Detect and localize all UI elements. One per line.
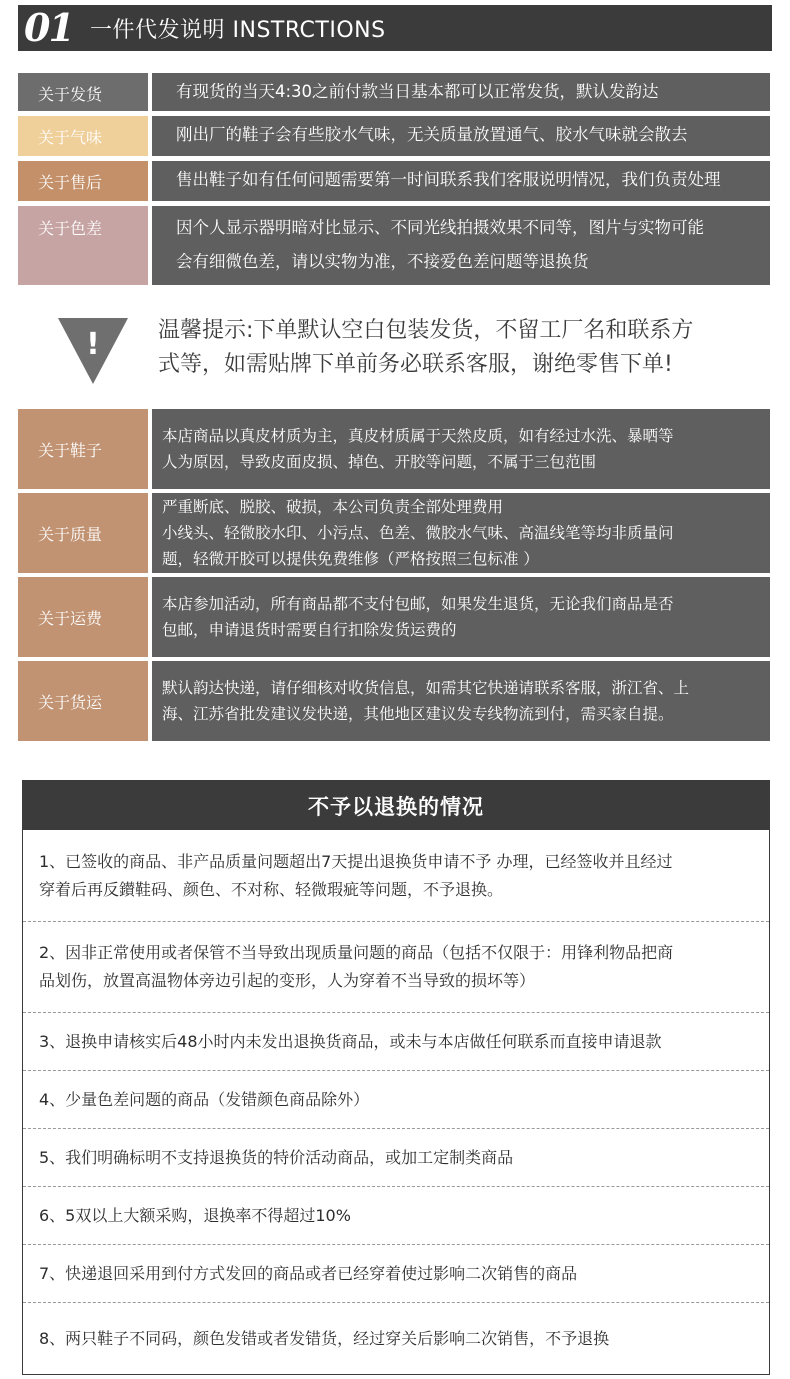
row-label: 关于发货 [18, 73, 148, 111]
returns-line: 6、5双以上大额采购，退换率不得超过10% [39, 1205, 351, 1225]
row-line: 默认韵达快递，请仔细核对收货信息，如需其它快递请联系客服，浙江省、上 [162, 679, 690, 697]
row-line: 刚出厂的鞋子会有些胶水气味，无关质量放置通气、胶水气味就会散去 [176, 125, 688, 144]
returns-line: 8、两只鞋子不同码，颜色发错或者发错货，经过穿关后影响二次销售，不予退换 [39, 1328, 610, 1348]
row-line: 严重断底、脱胶、破损，本公司负责全部处理费用 [162, 498, 504, 516]
returns-item [23, 1129, 769, 1187]
row-line: 人为原因，导致皮面皮损、掉色、开胶等问题，不属于三包范围 [162, 453, 597, 471]
info-row-smell [18, 116, 770, 156]
row-content [152, 493, 770, 573]
returns-item [23, 1303, 769, 1374]
row-label: 关于运费 [18, 577, 148, 657]
row-label: 关于货运 [18, 661, 148, 741]
notice-text [158, 314, 758, 382]
row-label: 关于售后 [18, 161, 148, 201]
notice-line: 温馨提示:下单默认空白包装发货，不留工厂名和联系方 [158, 318, 694, 343]
row-label: 关于鞋子 [18, 409, 148, 489]
returns-item [23, 1071, 769, 1129]
returns-item [23, 1187, 769, 1245]
row-line: 本店商品以真皮材质为主，真皮材质属于天然皮质，如有经过水洗、暴晒等 [162, 427, 674, 445]
row-label: 关于气味 [18, 116, 148, 156]
row-content [152, 73, 770, 111]
row-content [152, 409, 770, 489]
returns-item [23, 1245, 769, 1303]
row-line: 题，轻微开胶可以提供免费维修（严格按照三包标准 ） [162, 550, 539, 568]
info-row-shoes [18, 409, 770, 489]
returns-line: 3、退换申请核实后48小时内未发出退换货商品，或未与本店做任何联系而直接申请退款 [39, 1031, 662, 1051]
warning-icon [56, 316, 130, 386]
returns-line: 5、我们明确标明不支持退换货的特价活动商品，或加工定制类商品 [39, 1147, 514, 1167]
row-line: 本店参加活动，所有商品都不支付包邮，如果发生退货，无论我们商品是否 [162, 595, 674, 613]
returns-line: 4、少量色差问题的商品（发错颜色商品除外） [39, 1089, 370, 1109]
section-header [18, 5, 772, 51]
info-row-freight [18, 661, 770, 741]
returns-line: 穿着后再反鑚鞋码、颜色、不对称、轻微瑕疵等问题，不予退换。 [39, 879, 504, 899]
info-row-after-sales [18, 161, 770, 201]
returns-item [23, 830, 769, 922]
returns-title: 不予以退换的情况 [23, 781, 769, 830]
returns-item [23, 922, 769, 1013]
returns-table [22, 780, 770, 1375]
row-line: 因个人显示器明暗对比显示、不同光线拍摄效果不同等，图片与实物可能 [176, 218, 704, 237]
row-line: 有现货的当天4:30之前付款当日基本都可以正常发货，默认发韵达 [176, 82, 659, 101]
row-content [152, 661, 770, 741]
row-label: 关于色差 [18, 206, 148, 285]
warning-symbol: ! [86, 327, 100, 362]
info-row-shipping [18, 73, 770, 111]
row-content [152, 116, 770, 156]
row-line: 海、江苏省批发建议发快递，其他地区建议发专线物流到付，需买家自提。 [162, 705, 674, 723]
row-content [152, 577, 770, 657]
info-row-shipping-fee [18, 577, 770, 657]
returns-line: 1、已签收的商品、非产品质量问题超出7天提出退换货申请不予 办理，已经签收并且经过 [39, 851, 673, 871]
notice-line: 式等，如需贴牌下单前务必联系客服，谢绝零售下单! [158, 352, 673, 377]
row-line: 包邮，申请退货时需要自行扣除发货运费的 [162, 621, 457, 639]
returns-item [23, 1013, 769, 1071]
row-line: 小线头、轻微胶水印、小污点、色差、微胶水气味、高温线笔等均非质量问 [162, 524, 674, 542]
returns-line: 2、因非正常使用或者保管不当导致出现质量问题的商品（包括不仅限于：用锋利物品把商 [39, 943, 674, 962]
row-content [152, 206, 770, 285]
info-row-color-difference [18, 206, 770, 285]
info-row-quality [18, 493, 770, 573]
row-content [152, 161, 770, 201]
row-line: 售出鞋子如有任何问题需要第一时间联系我们客服说明情况，我们负责处理 [176, 170, 721, 189]
section-title: 一件代发说明 INSTRCTIONS [90, 17, 386, 43]
row-label: 关于质量 [18, 493, 148, 573]
returns-line: 7、快递退回采用到付方式发回的商品或者已经穿着使过影响二次销售的商品 [39, 1263, 578, 1283]
section-number: 01 [24, 5, 73, 50]
row-line: 会有细微色差，请以实物为准，不接爱色差问题等退换货 [176, 252, 589, 271]
returns-line: 品划伤，放置高温物体旁边引起的变形，人为穿着不当导致的损坏等） [39, 971, 536, 990]
